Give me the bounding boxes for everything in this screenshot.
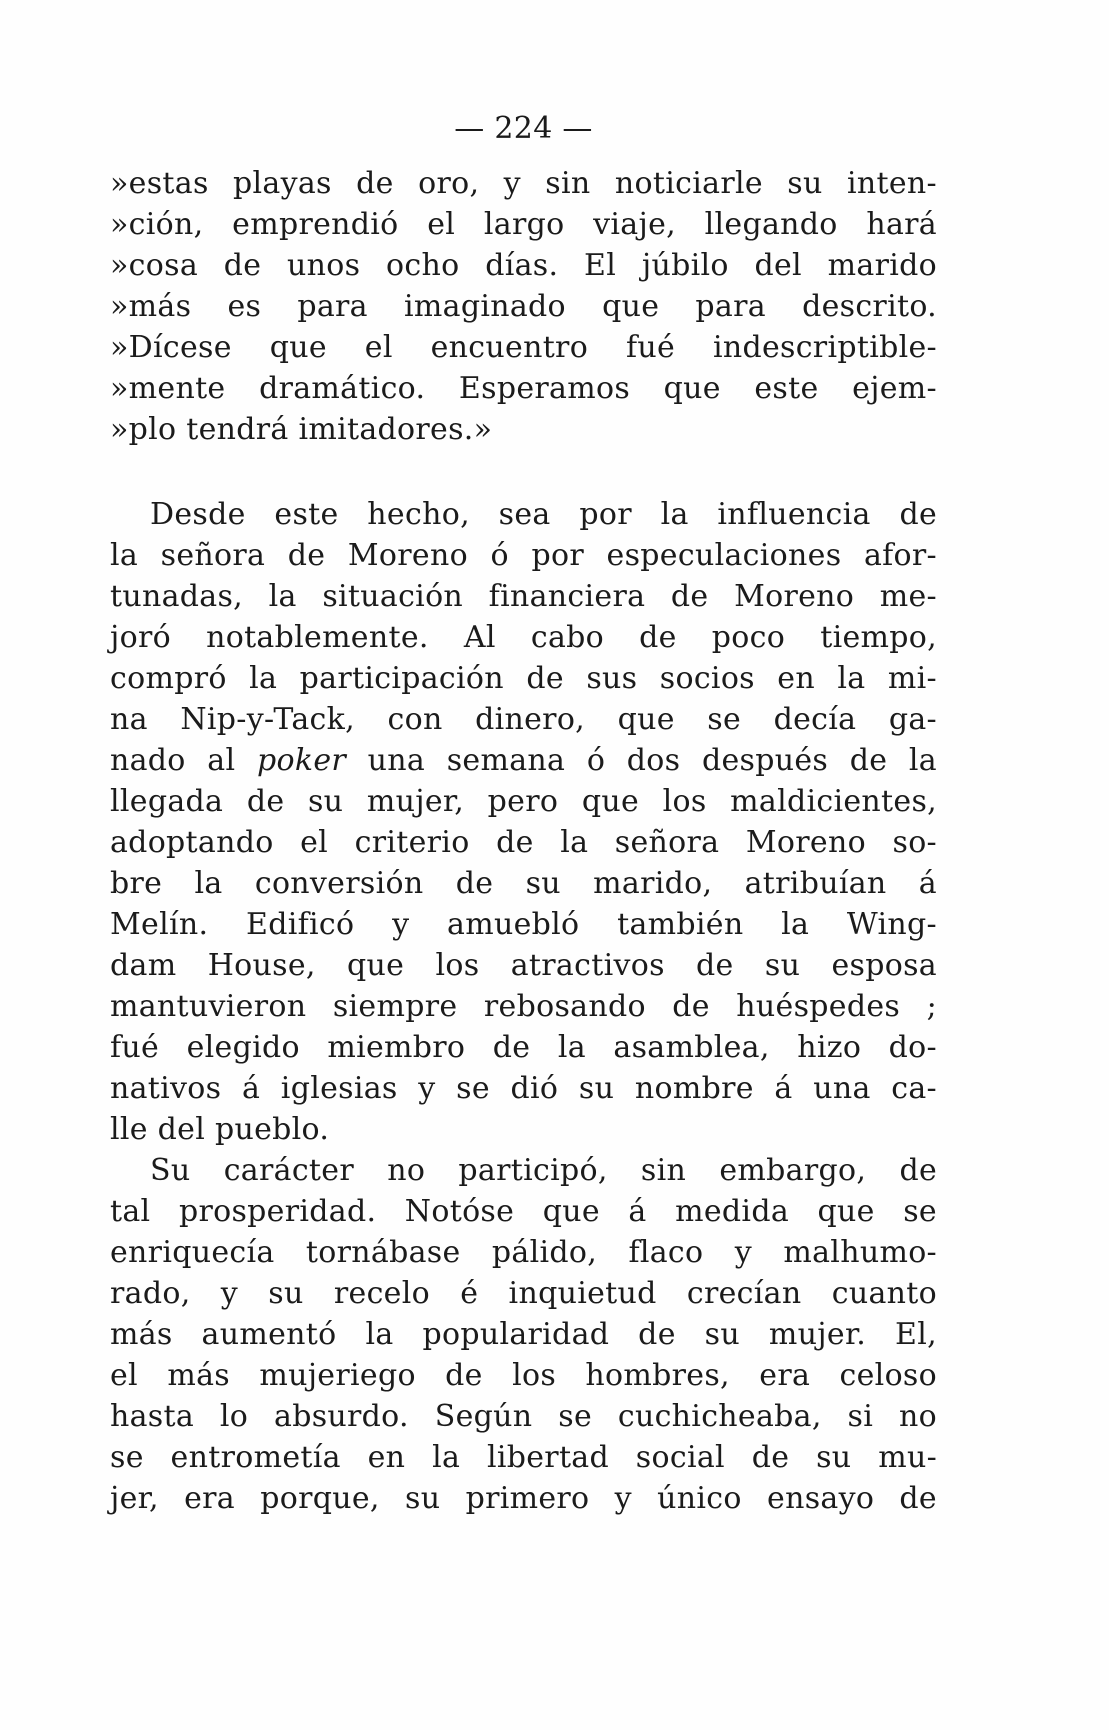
text-line: »más es para imaginado que para descrito. xyxy=(110,289,937,324)
text-line: se entrometía en la libertad social de su mu- xyxy=(110,1440,937,1475)
text-line: na Nip-y-Tack, con dinero, que se decía ga- xyxy=(110,702,937,737)
text-line: hasta lo absurdo. Según se cuchicheaba, si no xyxy=(110,1399,937,1434)
text-line: compró la participación de sus socios en la mi- xyxy=(110,661,937,696)
text-line: nativos á iglesias y se dió su nombre á una ca- xyxy=(110,1071,937,1106)
text-line: jer, era porque, su primero y único ensayo de xyxy=(110,1481,937,1516)
text-line: el más mujeriego de los hombres, era celoso xyxy=(110,1358,937,1393)
paragraph-3 xyxy=(110,1150,937,1519)
text-line: joró notablemente. Al cabo de poco tiempo, xyxy=(110,620,937,655)
text-line: más aumentó la popularidad de su mujer. El, xyxy=(110,1317,937,1352)
text-line: »estas playas de oro, y sin noticiarle su inten- xyxy=(110,166,937,201)
text-line: »plo tendrá imitadores.» xyxy=(110,412,493,447)
text-line: Su carácter no participó, sin embargo, de xyxy=(150,1153,937,1188)
text-line-with-italic xyxy=(110,740,937,781)
text-line: »ción, emprendió el largo viaje, llegando hará xyxy=(110,207,937,242)
text-line: Melín. Edificó y amuebló también la Wing- xyxy=(110,907,937,942)
italic-word: poker xyxy=(257,743,347,778)
text-line: rado, y su recelo é inquietud crecían cuanto xyxy=(110,1276,937,1311)
text-line: tunadas, la situación financiera de Moreno me- xyxy=(110,579,937,614)
text-line: »mente dramático. Esperamos que este ejem- xyxy=(110,371,937,406)
text-line: enriquecía tornábase pálido, flaco y malhumo- xyxy=(110,1235,937,1270)
text-line: llegada de su mujer, pero que los maldicientes, xyxy=(110,784,937,819)
page-number: — 224 — xyxy=(454,111,593,146)
text-segment: nado al xyxy=(110,743,257,778)
text-line: bre la conversión de su marido, atribuían á xyxy=(110,866,937,901)
text-line: la señora de Moreno ó por especulaciones afor- xyxy=(110,538,937,573)
text-line: Desde este hecho, sea por la influencia de xyxy=(150,497,937,532)
paragraph-2 xyxy=(110,494,937,1150)
text-line: mantuvieron siempre rebosando de huéspedes ; xyxy=(110,989,937,1024)
text-line: »Dícese que el encuentro fué indescriptible- xyxy=(110,330,937,365)
quote-paragraph xyxy=(110,163,937,450)
text-segment: una semana ó dos después de la xyxy=(346,743,937,778)
text-line: »cosa de unos ocho días. El júbilo del marido xyxy=(110,248,937,283)
text-line: fué elegido miembro de la asamblea, hizo do- xyxy=(110,1030,937,1065)
text-line: lle del pueblo. xyxy=(110,1112,330,1147)
text-line: adoptando el criterio de la señora Moreno so- xyxy=(110,825,937,860)
text-line: tal prosperidad. Notóse que á medida que se xyxy=(110,1194,937,1229)
text-line: dam House, que los atractivos de su esposa xyxy=(110,948,937,983)
